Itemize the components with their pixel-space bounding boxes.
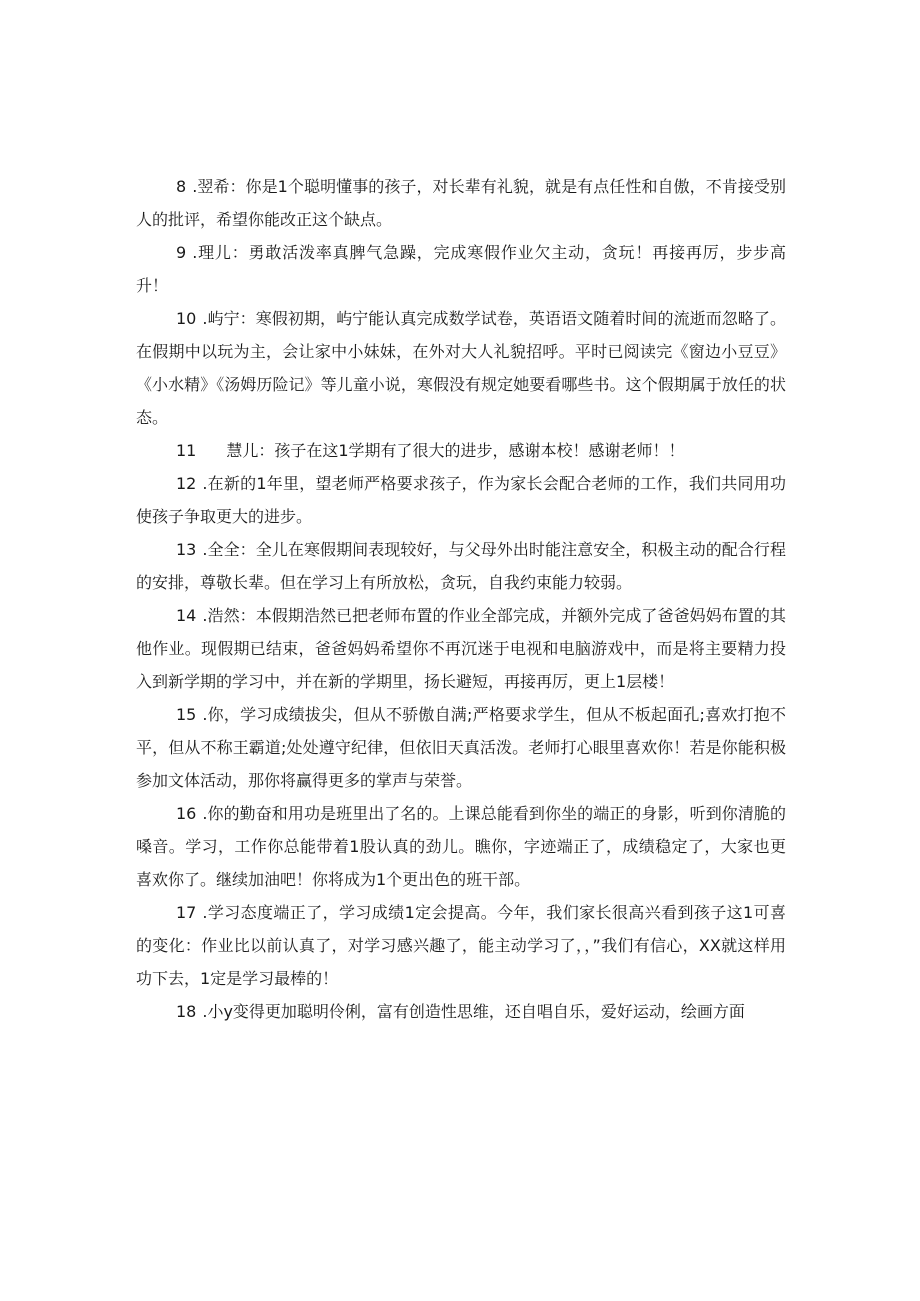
paragraph-text: .理儿：勇敢活泼率真脾气急躁，完成寒假作业欠主动，贪玩！再接再厉，步步高升！ xyxy=(136,243,786,295)
paragraph-9 xyxy=(136,236,786,302)
paragraph-number: 9 xyxy=(176,243,187,262)
paragraph-11 xyxy=(136,434,786,467)
paragraph-12 xyxy=(136,467,786,533)
paragraph-number: 8 xyxy=(176,177,187,196)
paragraph-13 xyxy=(136,533,786,599)
paragraph-14 xyxy=(136,599,786,698)
paragraph-number: 10 xyxy=(176,309,197,328)
paragraph-number: 14 xyxy=(176,606,197,625)
paragraph-16 xyxy=(136,797,786,896)
paragraph-15 xyxy=(136,698,786,797)
paragraph-number: 18 xyxy=(176,1002,197,1021)
comment-list xyxy=(136,170,786,1028)
paragraph-number: 12 xyxy=(176,474,197,493)
paragraph-text: 慧儿：孩子在这1学期有了很大的进步，感谢本校！感谢老师！！ xyxy=(226,441,685,460)
paragraph-text: .屿宁：寒假初期，屿宁能认真完成数学试卷，英语语文随着时间的流逝而忽略了。在假期中以玩为主，会让家中小妹妹，在外对大人礼貌招呼。平时已阅读完《窗边小豆豆》《小水精》《汤姆历险记》等儿童小说，寒假没有规定她要看哪些书。这个假期属于放任的状态。 xyxy=(136,309,786,427)
paragraph-text: .小y变得更加聪明伶俐，富有创造性思维，还自唱自乐，爱好运动，绘画方面 xyxy=(202,1002,745,1021)
paragraph-number: 17 xyxy=(176,903,197,922)
paragraph-text: .浩然：本假期浩然已把老师布置的作业全部完成，并额外完成了爸爸妈妈布置的其他作业。现假期已结束，爸爸妈妈希望你不再沉迷于电视和电脑游戏中，而是将主要精力投入到新学期的学习中，并在新的学期里，扬长避短，再接再厉，更上1层楼！ xyxy=(136,606,786,691)
paragraph-text: .翌希：你是1个聪明懂事的孩子，对长辈有礼貌，就是有点任性和自傲，不肯接受别人的批评，希望你能改正这个缺点。 xyxy=(136,177,786,229)
paragraph-number: 15 xyxy=(176,705,197,724)
paragraph-17 xyxy=(136,896,786,995)
paragraph-8 xyxy=(136,170,786,236)
paragraph-number: 11 xyxy=(176,441,197,460)
paragraph-text: .你的勤奋和用功是班里出了名的。上课总能看到你坐的端正的身影，听到你清脆的嗓音。学习，工作你总能带着1股认真的劲儿。瞧你，字迹端正了，成绩稳定了，大家也更喜欢你了。继续加油吧！你将成为1个更出色的班干部。 xyxy=(136,804,786,889)
paragraph-18 xyxy=(136,995,786,1028)
paragraph-text: .学习态度端正了，学习成绩1定会提高。今年，我们家长很高兴看到孩子这1可喜的变化：作业比以前认真了，对学习感兴趣了，能主动学习了，，”我们有信心，XX就这样用功下去，1定是学习最棒的！ xyxy=(136,903,786,988)
paragraph-text: .在新的1年里，望老师严格要求孩子，作为家长会配合老师的工作，我们共同用功使孩子争取更大的进步。 xyxy=(136,474,786,526)
paragraph-text: .全全：全儿在寒假期间表现较好，与父母外出时能注意安全，积极主动的配合行程的安排，尊敬长辈。但在学习上有所放松，贪玩，自我约束能力较弱。 xyxy=(136,540,786,592)
paragraph-number: 13 xyxy=(176,540,197,559)
paragraph-10 xyxy=(136,302,786,434)
paragraph-text: .你，学习成绩拔尖，但从不骄傲自满;严格要求学生，但从不板起面孔;喜欢打抱不平，但从不称王霸道;处处遵守纪律，但依旧天真活泼。老师打心眼里喜欢你！若是你能积极参加文体活动，那你将赢得更多的掌声与荣誉。 xyxy=(136,705,786,790)
paragraph-number: 16 xyxy=(176,804,197,823)
